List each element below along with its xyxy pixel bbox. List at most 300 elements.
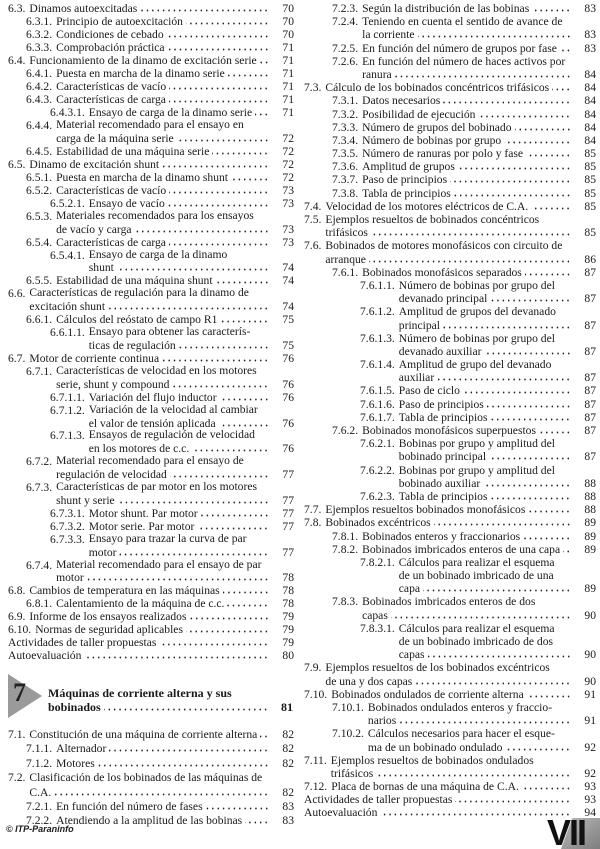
entry-page: 75 (282, 339, 294, 353)
entry-body (304, 793, 596, 806)
entry-text: de vacío y carga (56, 222, 132, 236)
entry-number: 7.3. (304, 81, 322, 95)
entry-number: 6.4.2. (26, 80, 53, 93)
toc-entry[interactable] (304, 688, 596, 701)
entry-page: 83 (584, 28, 596, 42)
entry-last-line (56, 236, 294, 249)
entry-last-line (399, 490, 596, 503)
entry-text: Características de vacío (56, 183, 167, 197)
entry-body (368, 701, 596, 727)
toc-entry[interactable] (304, 213, 596, 239)
entry-body (325, 503, 596, 516)
toc-entry[interactable] (304, 516, 596, 529)
dot-leader (490, 292, 571, 302)
toc-entry[interactable] (8, 455, 294, 481)
toc-entry[interactable] (304, 437, 596, 463)
entry-number: 6.4.1. (26, 67, 53, 80)
entry-last-line (399, 450, 596, 463)
entry-last-line (89, 261, 294, 274)
entry-text-line: Amplitud de grupo del devanado (398, 358, 552, 372)
entry-body (56, 28, 294, 41)
dot-leader (483, 477, 571, 487)
dot-leader (177, 132, 269, 142)
dot-leader (487, 398, 571, 408)
toc-entry[interactable] (304, 424, 596, 437)
entry-page: 82 (282, 728, 294, 741)
toc-entry[interactable] (304, 200, 596, 213)
entry-body (325, 213, 596, 239)
toc-entry[interactable] (304, 530, 596, 543)
entry-page: 85 (584, 186, 596, 200)
entry-number: 6.5.4.1. (50, 248, 85, 262)
entry-last-line (325, 81, 596, 94)
toc-entry[interactable] (8, 507, 294, 520)
entry-text-line: Variación de la velocidad al cambiar (88, 403, 258, 416)
toc-entry[interactable] (304, 134, 596, 147)
entry-number: 6.5.3. (26, 209, 53, 223)
toc-entry[interactable] (304, 2, 596, 15)
entry-number: 6.7.1.3. (50, 429, 85, 443)
toc-entry[interactable] (304, 727, 596, 753)
toc-entry[interactable] (304, 411, 596, 424)
entry-text: Actividades de taller propuestas (8, 636, 157, 650)
toc-entry[interactable] (8, 249, 294, 275)
toc-entry[interactable] (8, 649, 294, 662)
toc-entry[interactable] (304, 108, 596, 121)
entry-body (56, 15, 294, 28)
dot-leader (169, 236, 269, 246)
entry-number: 7.6.1. (332, 265, 359, 279)
dot-leader (418, 28, 571, 38)
dot-leader (455, 793, 571, 803)
entry-last-line (362, 134, 596, 147)
toc-entry[interactable] (8, 171, 294, 184)
entry-page: 78 (282, 571, 294, 585)
entry-text: Ensayo de vacío (88, 196, 165, 210)
toc-entry[interactable] (304, 556, 596, 596)
toc-entry[interactable] (304, 15, 596, 41)
toc-entry[interactable] (304, 266, 596, 279)
dot-leader (489, 450, 571, 460)
toc-entry[interactable] (8, 533, 294, 559)
entry-text: Placa de bornas de una máquina de C.A. (331, 780, 519, 794)
toc-entry[interactable] (304, 81, 596, 94)
entry-text: carga de la máquina serie (56, 131, 174, 145)
entry-text: Dinamos autoexcitadas (29, 2, 138, 15)
entry-page: 90 (584, 648, 596, 662)
entry-page: 82 (282, 742, 294, 756)
toc-entry[interactable] (8, 197, 294, 210)
entry-text: Número de ranuras por polo y fase (362, 147, 524, 161)
entry-number: 7.6.2.1. (360, 437, 395, 451)
entry-last-line (362, 266, 596, 279)
toc-entry[interactable] (304, 543, 596, 556)
entry-page: 77 (282, 519, 294, 533)
toc-entry[interactable] (304, 332, 596, 358)
entry-body (56, 145, 294, 158)
dot-leader (458, 160, 571, 170)
entry-page: 77 (282, 506, 294, 520)
toc-entry[interactable] (8, 210, 294, 236)
entry-page: 87 (584, 292, 596, 306)
entry-body (331, 780, 596, 793)
toc-entry[interactable] (304, 661, 596, 687)
entry-last-line (331, 780, 596, 793)
toc-entry[interactable] (8, 636, 294, 649)
toc-entry[interactable] (8, 597, 294, 610)
entry-last-line (56, 171, 294, 184)
page-number-roman (545, 818, 600, 849)
toc-entry[interactable] (8, 365, 294, 391)
entry-last-line (399, 477, 596, 490)
entry-page: 73 (282, 183, 294, 197)
entry-text-line: Bobinados de motores monofásicos con circuito de (325, 239, 563, 253)
dot-leader (515, 121, 572, 131)
toc-entry[interactable] (304, 398, 596, 411)
toc-entry[interactable] (304, 239, 596, 265)
entry-text: trifásicos (330, 766, 374, 780)
entry-page: 87 (584, 344, 596, 358)
dot-leader (206, 800, 269, 810)
toc-entry[interactable] (304, 147, 596, 160)
entry-number: 7.2.1. (26, 799, 53, 813)
dot-leader (216, 274, 269, 284)
entry-text: Estabilidad de una máquina serie (56, 144, 210, 158)
dot-leader (522, 780, 571, 790)
toc-entry[interactable] (304, 160, 596, 173)
toc-entry[interactable] (304, 701, 596, 727)
entry-number: 7.8.3. (332, 595, 359, 609)
dot-leader (527, 688, 571, 698)
entry-last-line (56, 597, 294, 610)
entry-number: 7.3.7. (332, 173, 359, 187)
entry-last-line (89, 339, 294, 352)
entry-page: 86 (584, 252, 596, 266)
toc-entry[interactable] (8, 145, 294, 158)
entry-number: 7.6.1.3. (360, 331, 395, 345)
entry-number: 7.7. (304, 503, 322, 517)
entry-last-line (29, 352, 294, 365)
entry-number: 6.7.3.2. (50, 519, 85, 533)
entry-number: 6.5. (8, 157, 26, 171)
entry-body (56, 236, 294, 249)
entry-body (56, 757, 294, 771)
toc-entry[interactable] (8, 236, 294, 249)
toc-entry[interactable] (304, 754, 596, 780)
entry-text: Funcionamiento de la dinamo de excitación serie (29, 54, 257, 67)
entry-page: 78 (282, 597, 294, 611)
dot-leader (201, 507, 269, 517)
entry-text: Amplitud de grupos (362, 160, 455, 174)
entry-body (362, 424, 596, 437)
toc-entry[interactable] (304, 42, 596, 55)
entry-body (89, 404, 294, 430)
toc-entry[interactable] (8, 80, 294, 93)
dot-leader (170, 468, 269, 478)
toc-entry[interactable] (304, 279, 596, 305)
entry-number: 7.3.5. (332, 147, 359, 161)
entry-body (29, 771, 294, 800)
toc-entry[interactable] (8, 54, 294, 67)
entry-last-line (89, 520, 294, 533)
entry-last-line (399, 292, 596, 305)
toc-entry[interactable] (8, 391, 294, 404)
toc-entry[interactable] (304, 173, 596, 186)
toc-entry[interactable] (304, 464, 596, 490)
entry-page: 77 (282, 545, 294, 559)
entry-body (56, 41, 294, 54)
entry-last-line (56, 742, 294, 756)
toc-entry[interactable] (8, 119, 294, 145)
entry-number: 6.9. (8, 610, 26, 624)
toc-entry[interactable] (8, 771, 294, 800)
entry-text: shunt (88, 261, 114, 275)
entry-body (56, 93, 294, 106)
entry-number: 6.5.5. (26, 274, 53, 288)
dot-leader (167, 28, 269, 38)
dot-leader (443, 319, 571, 329)
entry-last-line (56, 93, 294, 106)
dot-leader (118, 494, 269, 504)
entry-number: 7.2.4. (332, 15, 359, 29)
entry-body (362, 173, 596, 186)
entry-page: 76 (282, 390, 294, 404)
toc-entry[interactable] (304, 305, 596, 331)
toc-entry[interactable] (8, 584, 294, 597)
entry-text: narios (367, 714, 397, 728)
entry-body (362, 187, 596, 200)
entry-page: 70 (282, 28, 294, 41)
entry-body (399, 556, 596, 596)
entry-page: 73 (282, 235, 294, 249)
entry-last-line (29, 786, 294, 800)
toc-entry[interactable] (304, 121, 596, 134)
entry-page: 88 (584, 476, 596, 490)
toc-entry[interactable] (304, 94, 596, 107)
entry-page: 87 (584, 450, 596, 464)
entry-page: 71 (282, 67, 294, 80)
dot-leader (255, 106, 269, 116)
entry-last-line (29, 300, 294, 313)
entry-text: Velocidad de los motores eléctricos de C.A. (325, 199, 529, 213)
toc-entry[interactable] (304, 490, 596, 503)
toc-entry[interactable] (304, 793, 596, 806)
entry-body (56, 597, 294, 610)
entry-text: Bobinados monofásicos superpuestos (362, 424, 536, 437)
entry-number: 7.6.1.2. (360, 305, 395, 319)
toc-entry[interactable] (304, 55, 596, 81)
toc-entry[interactable] (8, 2, 294, 15)
entry-last-line (29, 2, 294, 15)
entry-last-line (56, 468, 294, 481)
entry-text-line: Ensayo para obtener las caracterís- (88, 326, 251, 339)
toc-entry[interactable] (8, 15, 294, 28)
dot-leader (485, 345, 571, 355)
entry-page: 85 (584, 160, 596, 174)
dot-leader (391, 609, 571, 619)
entry-body (399, 305, 596, 331)
entry-text: Principio de autoexcitación (56, 15, 183, 28)
dot-leader (186, 623, 269, 633)
toc-entry[interactable] (8, 287, 294, 313)
toc-entry[interactable] (8, 184, 294, 197)
entry-last-line (399, 371, 596, 384)
entry-last-line (29, 158, 294, 171)
entry-text: Datos necesarios (362, 94, 441, 108)
entry-body (399, 384, 596, 397)
toc-entry[interactable] (8, 67, 294, 80)
entry-body (325, 81, 596, 94)
dot-leader (563, 543, 571, 553)
toc-entry[interactable] (8, 352, 294, 365)
entry-last-line (56, 378, 294, 391)
entry-text-line: de un bobinado imbricado de una (398, 569, 554, 583)
toc-entry[interactable] (8, 429, 294, 455)
entry-page: 75 (282, 313, 294, 327)
entry-body (362, 2, 596, 15)
entry-page: 87 (584, 384, 596, 398)
dot-leader (504, 134, 571, 144)
entry-last-line (399, 319, 596, 332)
entry-last-line (362, 68, 596, 81)
entry-text: Estabilidad de una máquina shunt (56, 274, 213, 288)
entry-number: 7.8. (304, 516, 322, 530)
toc-entry[interactable] (8, 559, 294, 585)
toc-entry[interactable] (8, 93, 294, 106)
toc-entry[interactable] (8, 313, 294, 326)
toc-entry[interactable] (304, 187, 596, 200)
entry-page: 84 (584, 81, 596, 95)
toc-entry[interactable] (8, 158, 294, 171)
toc-entry[interactable] (8, 728, 294, 742)
toc-entry[interactable] (8, 742, 294, 756)
entry-body (362, 595, 596, 621)
entry-page: 84 (584, 133, 596, 147)
toc-entry[interactable] (8, 326, 294, 352)
entry-last-line (325, 253, 596, 266)
entry-last-line (399, 582, 596, 595)
entry-body (325, 239, 596, 265)
entry-number: 7.6.1.7. (360, 410, 395, 424)
toc-entry[interactable] (8, 623, 294, 636)
entry-text: Actividades de taller propuestas (304, 793, 453, 807)
entry-last-line (29, 584, 294, 597)
toc-entry[interactable] (8, 41, 294, 54)
dot-leader (231, 171, 269, 181)
toc-entry[interactable] (304, 622, 596, 662)
toc-entry[interactable] (8, 274, 294, 287)
entry-last-line (56, 571, 294, 584)
entry-number: 7.3.8. (332, 186, 359, 200)
dot-leader (454, 187, 571, 197)
entry-number: 6.5.2.1. (50, 196, 85, 210)
entry-text: Comprobación práctica (56, 41, 165, 54)
entry-page: 80 (282, 649, 294, 663)
dot-leader (220, 313, 269, 323)
entry-page: 71 (282, 41, 294, 54)
entry-page: 89 (584, 542, 596, 556)
entry-body (325, 516, 596, 529)
dot-leader (159, 636, 269, 646)
toc-entry[interactable] (8, 106, 294, 119)
toc-entry[interactable] (8, 800, 294, 814)
entry-body (362, 15, 596, 41)
entry-page: 74 (282, 274, 294, 288)
entry-last-line (368, 714, 596, 727)
entry-text: Atendiendo a la amplitud de las bobinas (56, 814, 243, 828)
entry-number: 7.10.2. (332, 727, 364, 741)
dot-leader (220, 391, 269, 401)
toc-left-column-top (8, 2, 294, 662)
dot-leader (119, 546, 269, 556)
entry-text: Calentamiento de la máquina de c.c. (56, 597, 225, 611)
entry-body (56, 481, 294, 507)
entry-text: Tabla de principios (398, 410, 488, 424)
toc-entry[interactable] (304, 503, 596, 516)
entry-text-line: Bobinas por grupo y amplitud del (398, 463, 555, 477)
entry-number: 7.3.6. (332, 160, 359, 174)
entry-last-line (362, 530, 596, 543)
entry-body (56, 184, 294, 197)
entry-last-line (29, 728, 294, 742)
entry-page: 72 (282, 144, 294, 158)
toc-entry[interactable] (304, 358, 596, 384)
entry-page: 90 (584, 608, 596, 622)
toc-entry[interactable] (8, 610, 294, 623)
dot-leader (192, 442, 269, 452)
toc-right-column (304, 2, 596, 820)
entry-text: Ejemplos resueltos bobinados monofásicos (325, 503, 526, 517)
entry-page: 78 (282, 584, 294, 598)
toc-entry[interactable] (304, 384, 596, 397)
chapter-heading[interactable] (8, 674, 293, 722)
entry-text: devanado principal (398, 292, 488, 306)
dot-leader (260, 54, 269, 64)
toc-entry[interactable] (8, 481, 294, 507)
toc-entry[interactable] (8, 404, 294, 430)
toc-entry[interactable] (304, 780, 596, 793)
entry-text: Tabla de principios (398, 489, 488, 503)
entry-text: motor (88, 545, 117, 559)
entry-last-line (56, 15, 294, 28)
entry-text-line: Características de velocidad en los motores (56, 364, 257, 377)
entry-number: 6.7.3. (26, 481, 53, 495)
entry-text: capas (398, 648, 425, 662)
entry-text: ma de un bobinado ondulado (367, 740, 503, 754)
entry-text: En función del número de fases (56, 799, 203, 813)
entry-text: Condiciones de cebado (56, 28, 164, 41)
entry-body (399, 332, 596, 358)
entry-number: 6.4.3.1. (50, 106, 85, 119)
entry-page: 79 (282, 610, 294, 624)
entry-body (362, 160, 596, 173)
entry-number: 7.3.2. (332, 107, 359, 121)
entry-body (56, 274, 294, 287)
entry-last-line (56, 80, 294, 93)
toc-entry[interactable] (8, 757, 294, 771)
entry-page: 87 (584, 318, 596, 332)
entry-page: 84 (584, 94, 596, 108)
entry-last-line (56, 132, 294, 145)
toc-entry[interactable] (8, 28, 294, 41)
entry-last-line (56, 223, 294, 236)
toc-entry[interactable] (8, 520, 294, 533)
toc-entry[interactable] (304, 595, 596, 621)
dot-leader (490, 411, 571, 421)
chapter-number: 7 (13, 678, 26, 707)
dot-leader (371, 226, 571, 236)
entry-number: 6.7.1. (26, 364, 53, 378)
